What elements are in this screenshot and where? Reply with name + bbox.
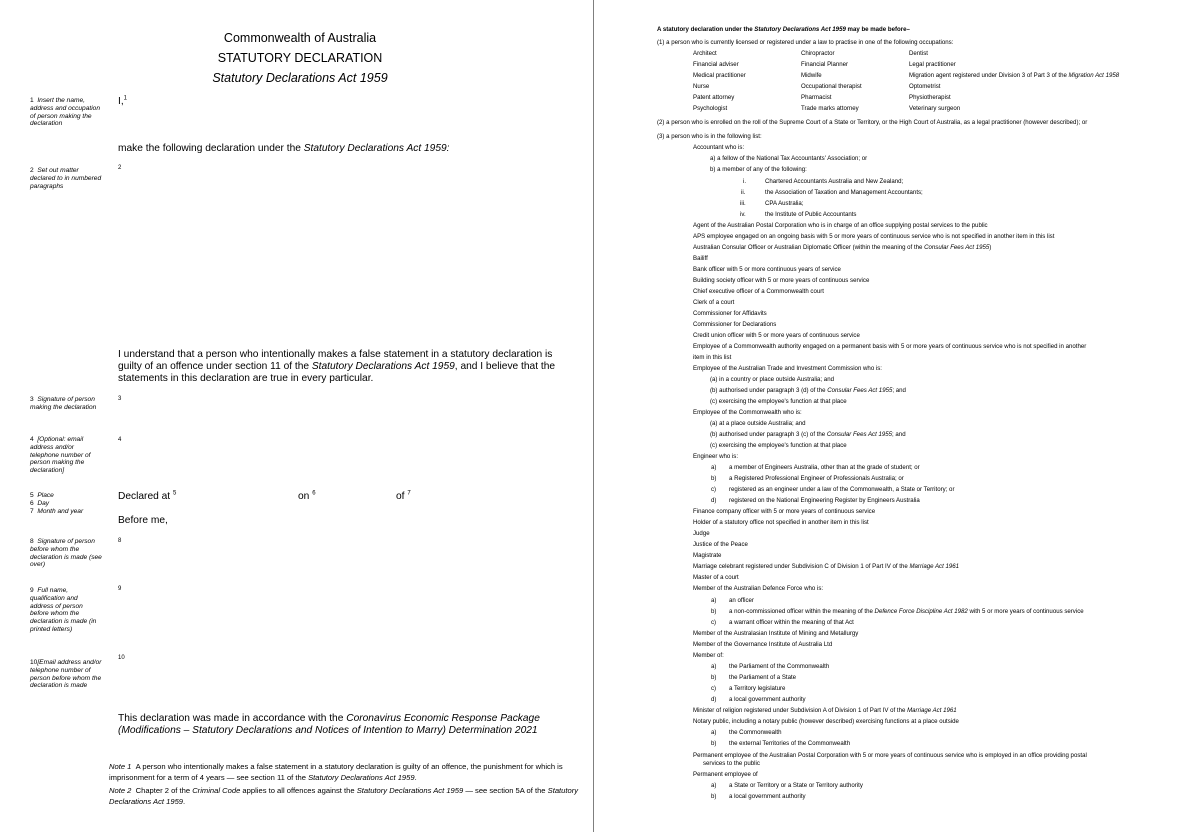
list-consular-officer: Australian Consular Officer or Australian Diplomatic Officer (within the meaning of the Consular Fees Act 1955)	[693, 244, 992, 251]
header-statutory-declaration: STATUTORY DECLARATION	[217, 51, 383, 65]
list-adf-c: a warrant officer within the meaning of that Act	[729, 619, 854, 626]
list-adf-b: a non-commissioned officer within the meaning of the Defence Force Discipline Act 1982 with 5 or more years of continuous service	[729, 608, 1084, 615]
list-master-court: Master of a court	[693, 574, 739, 581]
list-member-b-label: b)	[711, 674, 717, 681]
list-permanent-employee: Permanent employee of	[693, 771, 758, 778]
list-notary-b-label: b)	[711, 740, 717, 747]
list-employee-cw-b: (b) authorised under paragraph 3 (c) of the Consular Fees Act 1955; and	[710, 431, 906, 438]
list-employee-cw-authority-1: Employee of a Commonwealth authority engaged on a permanent basis with 5 or more years of continuous service who is not specified in another	[693, 343, 1087, 350]
understand-line-2: guilty of an offence under section 11 of the Statutory Declarations Act 1959, and I believe that the	[118, 361, 556, 372]
list-ceo-court: Chief executive officer of a Commonwealth court	[693, 288, 824, 295]
list-accountant-i-num: i.	[743, 178, 747, 185]
occupation-financial-planner: Financial Planner	[801, 61, 849, 68]
list-member-d-label: d)	[711, 696, 717, 703]
list-commissioner-affidavits: Commissioner for Affidavits	[693, 310, 767, 317]
occupation-legal-practitioner: Legal practitioner	[909, 61, 956, 68]
field-number-8: 8	[118, 538, 122, 544]
list-employee-cw-c: (c) exercising the employee's function at that place	[710, 442, 847, 449]
margin-note-10: 10[Email address and/or telephone number of person before whom the declaration is made	[30, 659, 102, 690]
field-number-10: 10	[118, 655, 125, 661]
occupation-financial-adviser: Financial adviser	[693, 61, 739, 68]
list-accountant-iii-num: iii.	[740, 200, 746, 207]
list-employee-cw: Employee of the Commonwealth who is:	[693, 409, 802, 416]
list-engineer-c-label: c)	[711, 486, 717, 493]
para-3: (3) a person who is in the following list:	[657, 133, 762, 140]
of-month-label: of $^7$	[396, 490, 411, 502]
list-adf-c-label: c)	[711, 619, 717, 626]
list-agent-postal: Agent of the Australian Postal Corporation who is in charge of an office supplying postal services to the public	[693, 222, 988, 229]
list-finance-company: Finance company officer with 5 or more years of continuous service	[693, 508, 876, 515]
list-employee-cw-authority-2: item in this list	[693, 354, 732, 361]
list-member-c: a Territory legislature	[729, 685, 786, 692]
list-engineer-a: a member of Engineers Australia, other than at the grade of student; or	[729, 464, 920, 471]
list-member-b: the Parliament of a State	[729, 674, 797, 681]
margin-note-1: 1 Insert the name, address and occupation of person making the declaration	[30, 97, 101, 128]
list-accountant: Accountant who is:	[693, 144, 745, 151]
list-member-c-label: c)	[711, 685, 717, 692]
occupation-patent-attorney: Patent attorney	[693, 94, 735, 101]
field-number-2: 2	[118, 165, 122, 171]
occupation-optometrist: Optometrist	[909, 83, 941, 90]
list-accountant-iv: the Institute of Public Accountants	[765, 211, 857, 218]
list-engineer-c: registered as an engineer under a law of the Commonwealth, a State or Territory; or	[729, 486, 955, 493]
occupation-chiropractor: Chiropractor	[801, 50, 835, 57]
margin-note-7: 7 Month and year	[30, 508, 84, 515]
before-me-label: Before me,	[118, 515, 168, 526]
list-permanent-postal-1: Permanent employee of the Australian Postal Corporation with 5 or more years of continuous service who is employed in an office providing postal	[693, 752, 1087, 759]
list-engineer: Engineer who is:	[693, 453, 739, 460]
list-magistrate: Magistrate	[693, 552, 722, 559]
margin-note-5: 5 Place	[30, 492, 54, 499]
margin-note-4: 4 [Optional: email address and/or telephone number of person making the declaration]	[30, 436, 91, 475]
occupation-physiotherapist: Physiotherapist	[909, 94, 951, 101]
occupation-dentist: Dentist	[909, 50, 928, 57]
occupation-architect: Architect	[693, 50, 717, 57]
understand-line-3: statements in this declaration are true in every particular.	[118, 373, 374, 384]
margin-note-2: 2 Set out matter declared to in numbered paragraphs	[30, 167, 102, 190]
list-building-society: Building society officer with 5 or more years of continuous service	[693, 277, 870, 284]
list-accountant-ii: the Association of Taxation and Management Accountants;	[765, 189, 923, 196]
list-justice-peace: Justice of the Peace	[693, 541, 748, 548]
margin-note-8: 8 Signature of person before whom the declaration is made (see over)	[30, 538, 102, 569]
list-commissioner-declarations: Commissioner for Declarations	[693, 321, 777, 328]
list-holder-statutory-office: Holder of a statutory office not specified in another item in this list	[693, 519, 869, 526]
list-austrade-c: (c) exercising the employee's function at that place	[710, 398, 847, 405]
list-accountant-i: Chartered Accountants Australia and New Zealand;	[765, 178, 904, 185]
list-bank-officer: Bank officer with 5 or more continuous years of service	[693, 266, 841, 273]
margin-note-6: 6 Day	[30, 500, 50, 507]
occupation-medical-practitioner: Medical practitioner	[693, 72, 746, 79]
list-member-d: a local government authority	[729, 696, 806, 703]
page-divider	[593, 0, 594, 832]
occupation-midwife: Midwife	[801, 72, 822, 79]
field-i-label: I,$^1$	[118, 95, 128, 107]
list-governance-institute: Member of the Governance Institute of Australia Ltd	[693, 641, 833, 648]
para-2: (2) a person who is enrolled on the roll of the Supreme Court of a State or Territory, or the High Court of Australia, as a legal practitioner (however described); or	[657, 119, 1088, 126]
list-accountant-ii-num: ii.	[741, 189, 746, 196]
list-engineer-b: a Registered Professional Engineer of Professionals Australia; or	[729, 475, 904, 482]
list-engineer-b-label: b)	[711, 475, 717, 482]
list-austrade-b: (b) authorised under paragraph 3 (d) of the Consular Fees Act 1955; and	[710, 387, 906, 394]
list-engineer-d-label: d)	[711, 497, 717, 504]
list-engineer-a-label: a)	[711, 464, 717, 471]
list-credit-union: Credit union officer with 5 or more years of continuous service	[693, 332, 860, 339]
list-accountant-a: a) a fellow of the National Tax Accountants' Association; or	[710, 155, 868, 162]
list-permanent-postal-2: services to the public	[703, 760, 760, 767]
list-notary-a: the Commonwealth	[729, 729, 782, 736]
list-minister-religion: Minister of religion registered under Subdivision A of Division 1 of Part IV of the Marriage Act 1961	[693, 707, 957, 714]
list-member-of: Member of:	[693, 652, 724, 659]
list-adf-a-label: a)	[711, 597, 717, 604]
header-act: Statutory Declarations Act 1959	[212, 71, 388, 85]
para-1: (1) a person who is currently licensed or registered under a law to practise in one of the following occupations:	[657, 39, 954, 46]
list-adf-a: an officer	[729, 597, 754, 604]
occupation-migration-agent: Migration agent registered under Division 3 of Part 3 of the Migration Act 1958	[909, 72, 1120, 79]
field-number-3: 3	[118, 396, 122, 402]
declared-at-label: Declared at $^5$	[118, 490, 177, 502]
list-permanent-b: a local government authority	[729, 793, 806, 800]
list-bailiff: Bailiff	[693, 255, 708, 262]
list-austrade: Employee of the Australian Trade and Investment Commission who is:	[693, 365, 882, 372]
list-ausimm: Member of the Australasian Institute of Mining and Metallurgy	[693, 630, 859, 637]
margin-note-3: 3 Signature of person making the declaration	[30, 396, 97, 411]
list-member-a: the Parliament of the Commonwealth	[729, 663, 830, 670]
list-accountant-iii: CPA Australia;	[765, 200, 804, 207]
make-declaration-text: make the following declaration under the Statutory Declarations Act 1959:	[118, 143, 450, 154]
list-adf-member: Member of the Australian Defence Force who is:	[693, 585, 824, 592]
understand-line-1: I understand that a person who intentionally makes a false statement in a statutory declaration is	[118, 349, 553, 360]
made-in-accordance-line-1: This declaration was made in accordance with the Coronavirus Economic Response Package	[118, 713, 540, 724]
list-member-a-label: a)	[711, 663, 717, 670]
list-accountant-b: b) a member of any of the following:	[710, 166, 807, 173]
list-marriage-celebrant: Marriage celebrant registered under Subdivision C of Division 1 of Part IV of the Marriage Act 1961	[693, 563, 960, 570]
right-heading: A statutory declaration under the Statutory Declarations Act 1959 may be made before–	[657, 26, 910, 33]
list-austrade-a: (a) in a country or place outside Australia; and	[710, 376, 834, 383]
list-engineer-d: registered on the National Engineering Register by Engineers Australia	[729, 497, 920, 504]
field-number-4: 4	[118, 437, 122, 443]
occupation-nurse: Nurse	[693, 83, 710, 90]
list-permanent-a-label: a)	[711, 782, 717, 789]
list-notary-a-label: a)	[711, 729, 717, 736]
list-permanent-a: a State or Territory or a State or Territory authority	[729, 782, 863, 789]
list-aps-employee: APS employee engaged on an ongoing basis with 5 or more years of continuous service who is not specified in another item in this list	[693, 233, 1055, 240]
made-in-accordance-line-2: (Modifications – Statutory Declarations and Notices of Intention to Marry) Determination 2021	[118, 725, 538, 736]
occupation-psychologist: Psychologist	[693, 105, 728, 112]
occupation-pharmacist: Pharmacist	[801, 94, 832, 101]
occupation-veterinary-surgeon: Veterinary surgeon	[909, 105, 961, 112]
list-judge: Judge	[693, 530, 710, 537]
list-notary-b: the external Territories of the Commonwealth	[729, 740, 851, 747]
list-notary-public: Notary public, including a notary public (however described) exercising functions at a place outside	[693, 718, 959, 725]
list-adf-b-label: b)	[711, 608, 717, 615]
margin-note-9: 9 Full name, qualification and address of person before whom the declaration is made (in printed letters)	[30, 587, 97, 633]
field-number-9: 9	[118, 586, 122, 592]
note-2: Note 2 Chapter 2 of the Criminal Code applies to all offences against the Statutory Declarations Act 1959 — see section 5A of the Statutory Declarations Act 1959.	[109, 786, 579, 806]
occupation-occupational-therapist: Occupational therapist	[801, 83, 862, 90]
list-clerk-court: Clerk of a court	[693, 299, 735, 306]
header-commonwealth: Commonwealth of Australia	[223, 31, 377, 45]
note-1: Note 1 A person who intentionally makes a false statement in a statutory declaration is guilty of an offence, the punishment for which is imprisonment for a term of 4 years — see section 11 of the Statutory Declarations Act 1959.	[109, 762, 563, 782]
occupation-trade-marks-attorney: Trade marks attorney	[801, 105, 859, 112]
list-employee-cw-a: (a) at a place outside Australia; and	[710, 420, 806, 427]
list-permanent-b-label: b)	[711, 793, 717, 800]
on-day-label: on $^6$	[298, 490, 316, 502]
list-accountant-iv-num: iv.	[740, 211, 746, 218]
